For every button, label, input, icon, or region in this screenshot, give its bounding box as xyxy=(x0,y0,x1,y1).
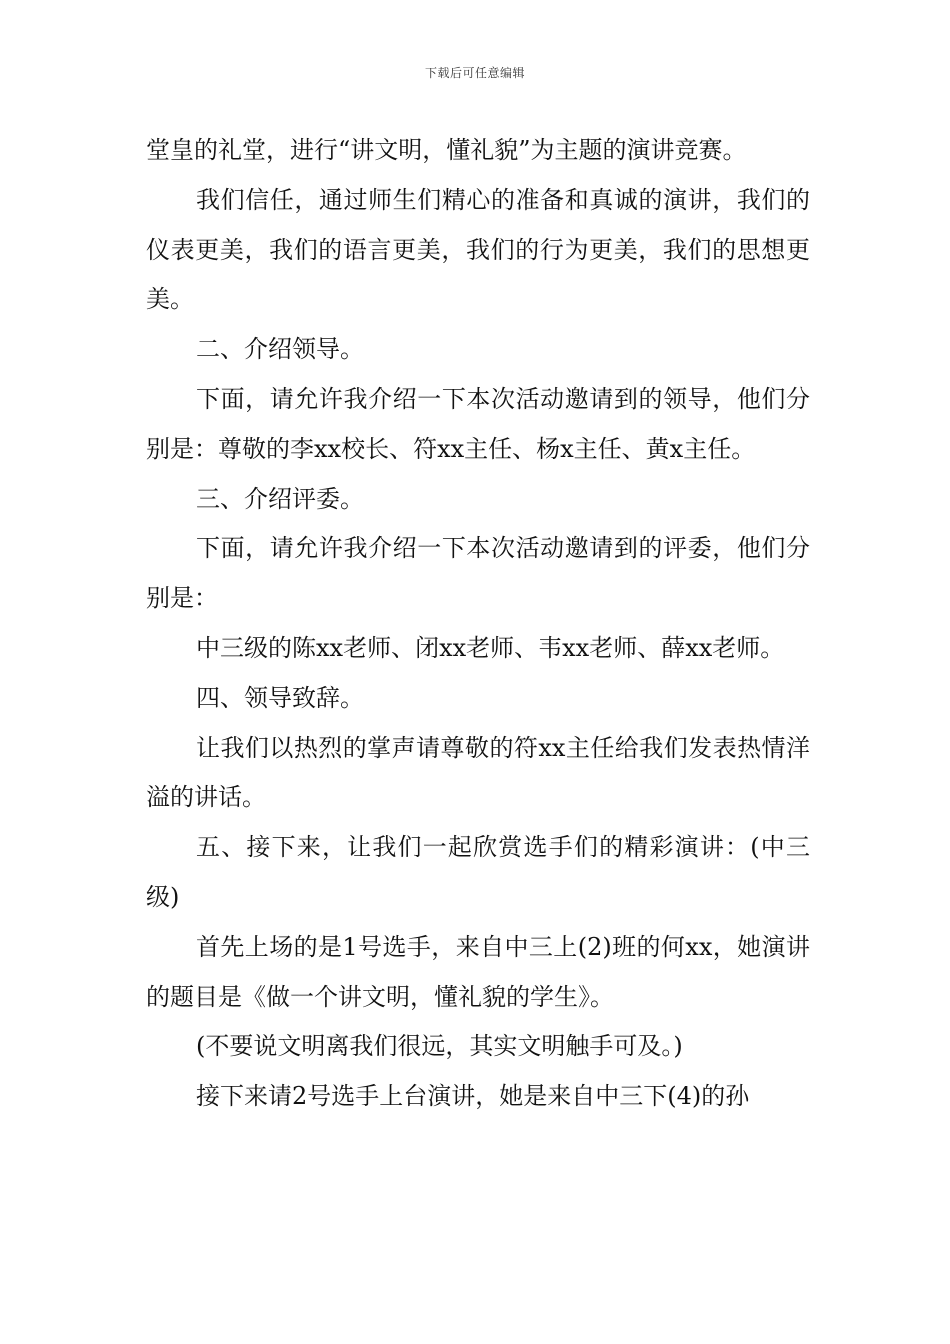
paragraph: 首先上场的是1号选手，来自中三上(2)班的何xx，她演讲的题目是《做一个讲文明，懂礼貌的学生》。 xyxy=(146,932,810,1011)
section-heading: 三、介绍评委。 xyxy=(196,484,364,513)
paragraph: (不要说文明离我们很远，其实文明触手可及。) xyxy=(196,1032,683,1061)
page-header: 下载后可任意编辑 xyxy=(424,66,525,80)
paragraph: 堂皇的礼堂，进行“讲文明，懂礼貌”为主题的演讲竞赛。 xyxy=(146,136,747,164)
paragraph: 下面，请允许我介绍一下本次活动邀请到的领导，他们分别是：尊敬的李xx校长、符xx主任、杨x主任、黄x主任。 xyxy=(146,384,810,463)
paragraph: 我们信任，通过师生们精心的准备和真诚的演讲，我们的仪表更美，我们的语言更美，我们的行为更美，我们的思想更美。 xyxy=(146,185,810,314)
paragraph: 下面，请允许我介绍一下本次活动邀请到的评委，他们分别是： xyxy=(146,534,810,613)
section-heading: 四、领导致辞。 xyxy=(196,683,364,712)
document-body xyxy=(146,126,810,1122)
paragraph: 让我们以热烈的掌声请尊敬的符xx主任给我们发表热情洋溢的讲话。 xyxy=(146,733,810,812)
paragraph: 中三级的陈xx老师、闭xx老师、韦xx老师、薛xx老师。 xyxy=(196,633,785,662)
paragraph: 接下来请2号选手上台演讲，她是来自中三下(4)的孙 xyxy=(196,1082,750,1111)
section-heading: 五、接下来，让我们一起欣赏选手们的精彩演讲：(中三级) xyxy=(146,833,810,911)
section-heading: 二、介绍领导。 xyxy=(196,335,364,364)
